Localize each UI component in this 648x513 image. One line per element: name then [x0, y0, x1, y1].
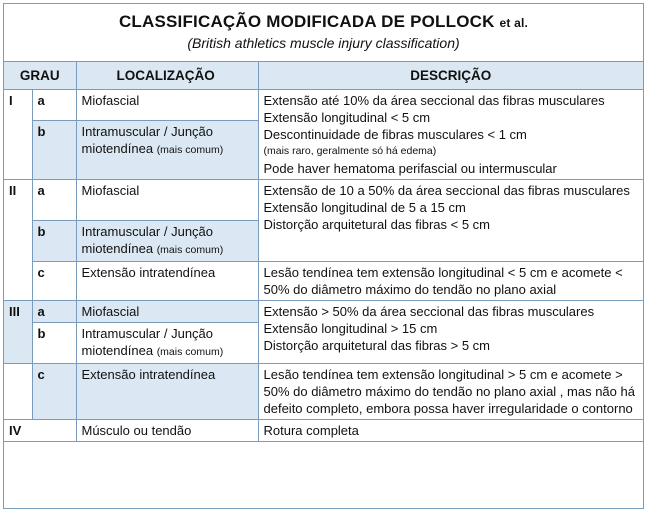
- description-cell: [258, 180, 643, 262]
- description-line: Extensão > 50% da área seccional das fibras musculares: [263, 304, 595, 319]
- description-line: Extensão longitudinal < 5 cm: [263, 110, 431, 125]
- grade-spacer: [4, 364, 32, 420]
- description-line: Extensão longitudinal de 5 a 15 cm: [263, 200, 466, 215]
- table-title: [4, 4, 643, 32]
- description-line: Distorção arquitetural das fibras < 5 cm: [263, 217, 491, 232]
- grade-label: III: [4, 301, 32, 364]
- description-cell: [258, 90, 643, 180]
- description-cell: Lesão tendínea tem extensão longitudinal < 5 cm e acomete < 50% do diâmetro máximo do tendão no plano axial: [258, 262, 643, 301]
- title-suffix: et al.: [499, 16, 529, 30]
- subgrade-label: a: [32, 180, 76, 221]
- location-note: (mais comum): [156, 244, 224, 256]
- table-row: [4, 301, 643, 323]
- description-line: Extensão longitudinal > 15 cm: [263, 321, 438, 336]
- location-cell: Miofascial: [76, 180, 258, 221]
- description-line: Pode haver hematoma perifascial ou intermuscular: [263, 161, 557, 176]
- title-text: CLASSIFICAÇÃO MODIFICADA DE POLLOCK: [118, 12, 495, 31]
- description-note: (mais raro, geralmente só há edema): [263, 145, 437, 157]
- subgrade-label: b: [32, 323, 76, 364]
- title-block: [4, 4, 643, 62]
- header-location: LOCALIZAÇÃO: [76, 62, 258, 90]
- location-cell: Miofascial: [76, 301, 258, 323]
- description-line: Descontinuidade de fibras musculares < 1 cm: [263, 127, 527, 142]
- subgrade-label: c: [32, 262, 76, 301]
- table-row: [4, 420, 643, 442]
- description-line: Distorção arquitetural das fibras > 5 cm: [263, 338, 491, 353]
- table-subtitle: (British athletics muscle injury classification): [187, 35, 460, 51]
- grade-label: I: [4, 90, 32, 180]
- location-text: Intramuscular / Junção miotendínea: [81, 124, 214, 157]
- subgrade-label: a: [32, 90, 76, 121]
- header-grade: GRAU: [4, 62, 76, 90]
- location-cell: Extensão intratendínea: [76, 262, 258, 301]
- grade-label: IV: [4, 420, 76, 442]
- description-cell: Rotura completa: [258, 420, 643, 442]
- location-text: Intramuscular / Junção miotendínea: [81, 326, 214, 358]
- table-row: [4, 90, 643, 121]
- subgrade-label: a: [32, 301, 76, 323]
- location-cell: [76, 121, 258, 180]
- description-cell: Lesão tendínea tem extensão longitudinal > 5 cm e acomete > 50% do diâmetro máximo do tendão no plano axial , mas não há defeito completo, embora possa haver irregularidade o contorno: [258, 364, 643, 420]
- location-cell: [76, 221, 258, 262]
- table-row: [4, 364, 643, 420]
- subgrade-label: b: [32, 221, 76, 262]
- location-cell: Músculo ou tendão: [76, 420, 258, 442]
- grade-label: II: [4, 180, 32, 301]
- description-line: Extensão até 10% da área seccional das fibras musculares: [263, 93, 605, 108]
- table-row: [4, 262, 643, 301]
- location-cell: [76, 323, 258, 364]
- description-cell: [258, 301, 643, 364]
- description-line: Extensão de 10 a 50% da área seccional das fibras musculares: [263, 183, 630, 198]
- header-description: DESCRIÇÃO: [258, 62, 643, 90]
- location-note: (mais comum): [156, 144, 224, 157]
- classification-table-frame: [3, 3, 644, 509]
- location-cell: Miofascial: [76, 90, 258, 121]
- location-note: (mais comum): [156, 346, 224, 358]
- subgrade-label: c: [32, 364, 76, 420]
- table-row: [4, 180, 643, 221]
- subgrade-label: b: [32, 121, 76, 180]
- header-row: [4, 62, 643, 90]
- location-text: Intramuscular / Junção miotendínea: [81, 224, 214, 256]
- classification-table: [4, 62, 643, 442]
- location-cell: Extensão intratendínea: [76, 364, 258, 420]
